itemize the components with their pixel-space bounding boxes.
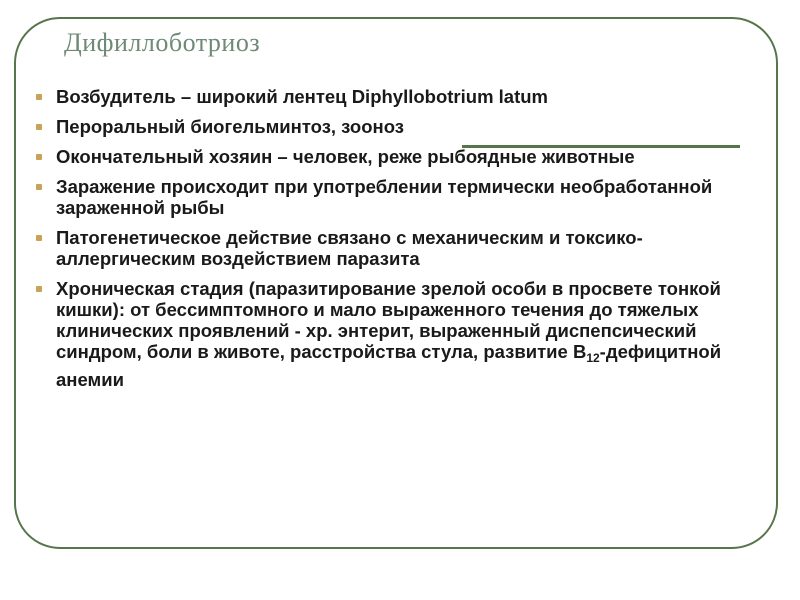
list-item [36, 86, 756, 107]
bullet-icon [36, 154, 42, 160]
bullet-text: Патогенетическое действие связано с механическим и токсико-аллергическим воздействием паразита [56, 227, 643, 269]
bullet-icon [36, 124, 42, 130]
bullet-text: Возбудитель – широкий лентец Diphyllobotrium latum [56, 86, 548, 107]
list-item [36, 176, 756, 218]
list-item [36, 278, 756, 390]
bullet-list [36, 86, 756, 399]
vitamin-subscript: 12 [586, 351, 600, 365]
bullet-text-suffix: -дефицитной анемии [56, 341, 722, 390]
bullet-text: Хроническая стадия (паразитирование зрелой особи в просвете тонкой кишки): от бессимптомного и мало выраженного течения до тяжелых клинических проявлений - хр. энтерит, выраженный диспепсический синдром, боли в животе, расстройства стула, развитие [56, 278, 721, 362]
slide-title: Дифиллоботриоз [64, 28, 261, 57]
bullet-icon [36, 286, 42, 292]
bullet-icon [36, 184, 42, 190]
list-item [36, 116, 756, 137]
list-item [36, 227, 756, 269]
list-item [36, 146, 756, 167]
bullet-text: Пероральный биогельминтоз, зооноз [56, 116, 404, 137]
bullet-text: Заражение происходит при употреблении термически необработанной зараженной рыбы [56, 176, 713, 218]
bullet-icon [36, 235, 42, 241]
bullet-text: Окончательный хозяин – человек, реже рыбоядные животные [56, 146, 635, 167]
vitamin-letter: B [572, 341, 587, 362]
bullet-icon [36, 94, 42, 100]
